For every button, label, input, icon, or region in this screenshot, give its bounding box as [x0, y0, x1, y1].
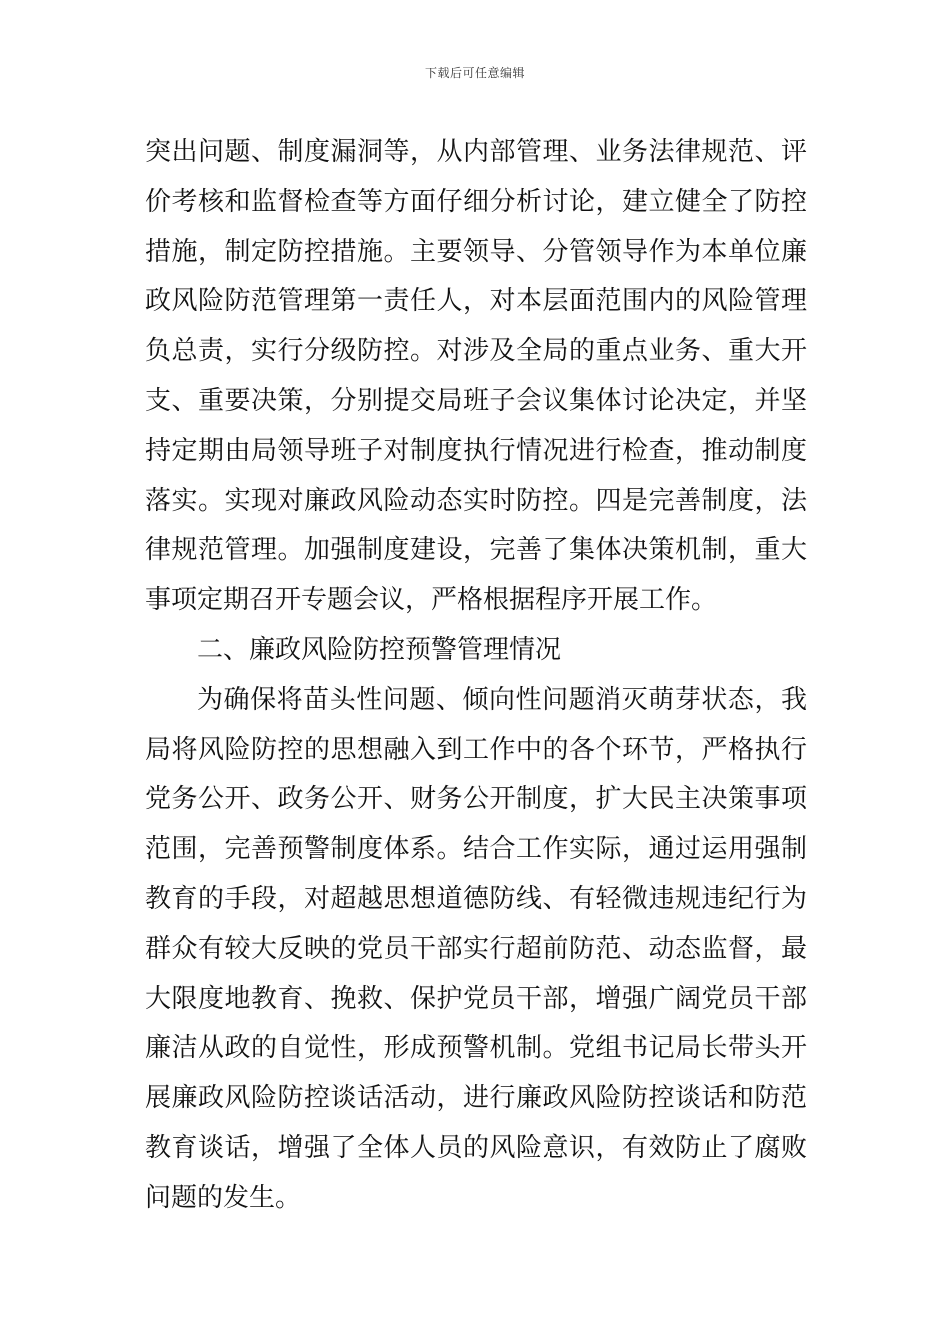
- paragraph: [145, 132, 807, 630]
- text-line: 党务公开、政务公开、财务公开制度，扩大民主决策事项: [145, 784, 807, 815]
- text-line: 措施，制定防控措施。主要领导、分管领导作为本单位廉: [145, 236, 807, 267]
- text-line: 持定期由局领导班子对制度执行情况进行检查，推动制度: [145, 435, 807, 466]
- text-line: 廉洁从政的自觉性，形成预警机制。党组书记局长带头开: [145, 1033, 807, 1064]
- document-body: [145, 132, 807, 1228]
- text-line: 突出问题、制度漏洞等，从内部管理、业务法律规范、评: [145, 137, 807, 167]
- text-line: 大限度地教育、挽救、保护党员干部，增强广阔党员干部: [145, 983, 807, 1014]
- text-line: 支、重要决策，分别提交局班子会议集体讨论决定，并坚: [145, 385, 807, 416]
- text-line: 为确保将苗头性问题、倾向性问题消灭萌芽状态，我: [197, 684, 807, 715]
- text-line: 政风险防范管理第一责任人，对本层面范围内的风险管理: [145, 286, 807, 317]
- heading-line: 二、廉政风险防控预警管理情况: [197, 634, 562, 665]
- text-line: 价考核和监督检查等方面仔细分析讨论，建立健全了防控: [145, 186, 807, 217]
- section-heading: [145, 630, 807, 680]
- text-line: 教育谈话，增强了全体人员的风险意识，有效防止了腐败: [145, 1132, 807, 1163]
- text-line: 落实。实现对廉政风险动态实时防控。四是完善制度，法: [145, 485, 807, 516]
- text-line: 律规范管理。加强制度建设，完善了集体决策机制，重大: [145, 535, 807, 566]
- text-line: 群众有较大反映的党员干部实行超前防范、动态监督，最: [145, 933, 807, 964]
- text-line: 局将风险防控的思想融入到工作中的各个环节，严格执行: [145, 734, 807, 765]
- text-line: 展廉政风险防控谈话活动，进行廉政风险防控谈话和防范: [145, 1083, 807, 1114]
- text-line: 问题的发生。: [145, 1182, 302, 1213]
- paragraph: [145, 680, 807, 1228]
- page-header: 下载后可任意编辑: [424, 66, 525, 80]
- text-line: 范围，完善预警制度体系。结合工作实际，通过运用强制: [145, 834, 807, 865]
- text-line: 教育的手段，对超越思想道德防线、有轻微违规违纪行为: [145, 883, 807, 914]
- text-line: 事项定期召开专题会议，严格根据程序开展工作。: [145, 585, 718, 616]
- text-line: 负总责，实行分级防控。对涉及全局的重点业务、重大开: [145, 336, 807, 367]
